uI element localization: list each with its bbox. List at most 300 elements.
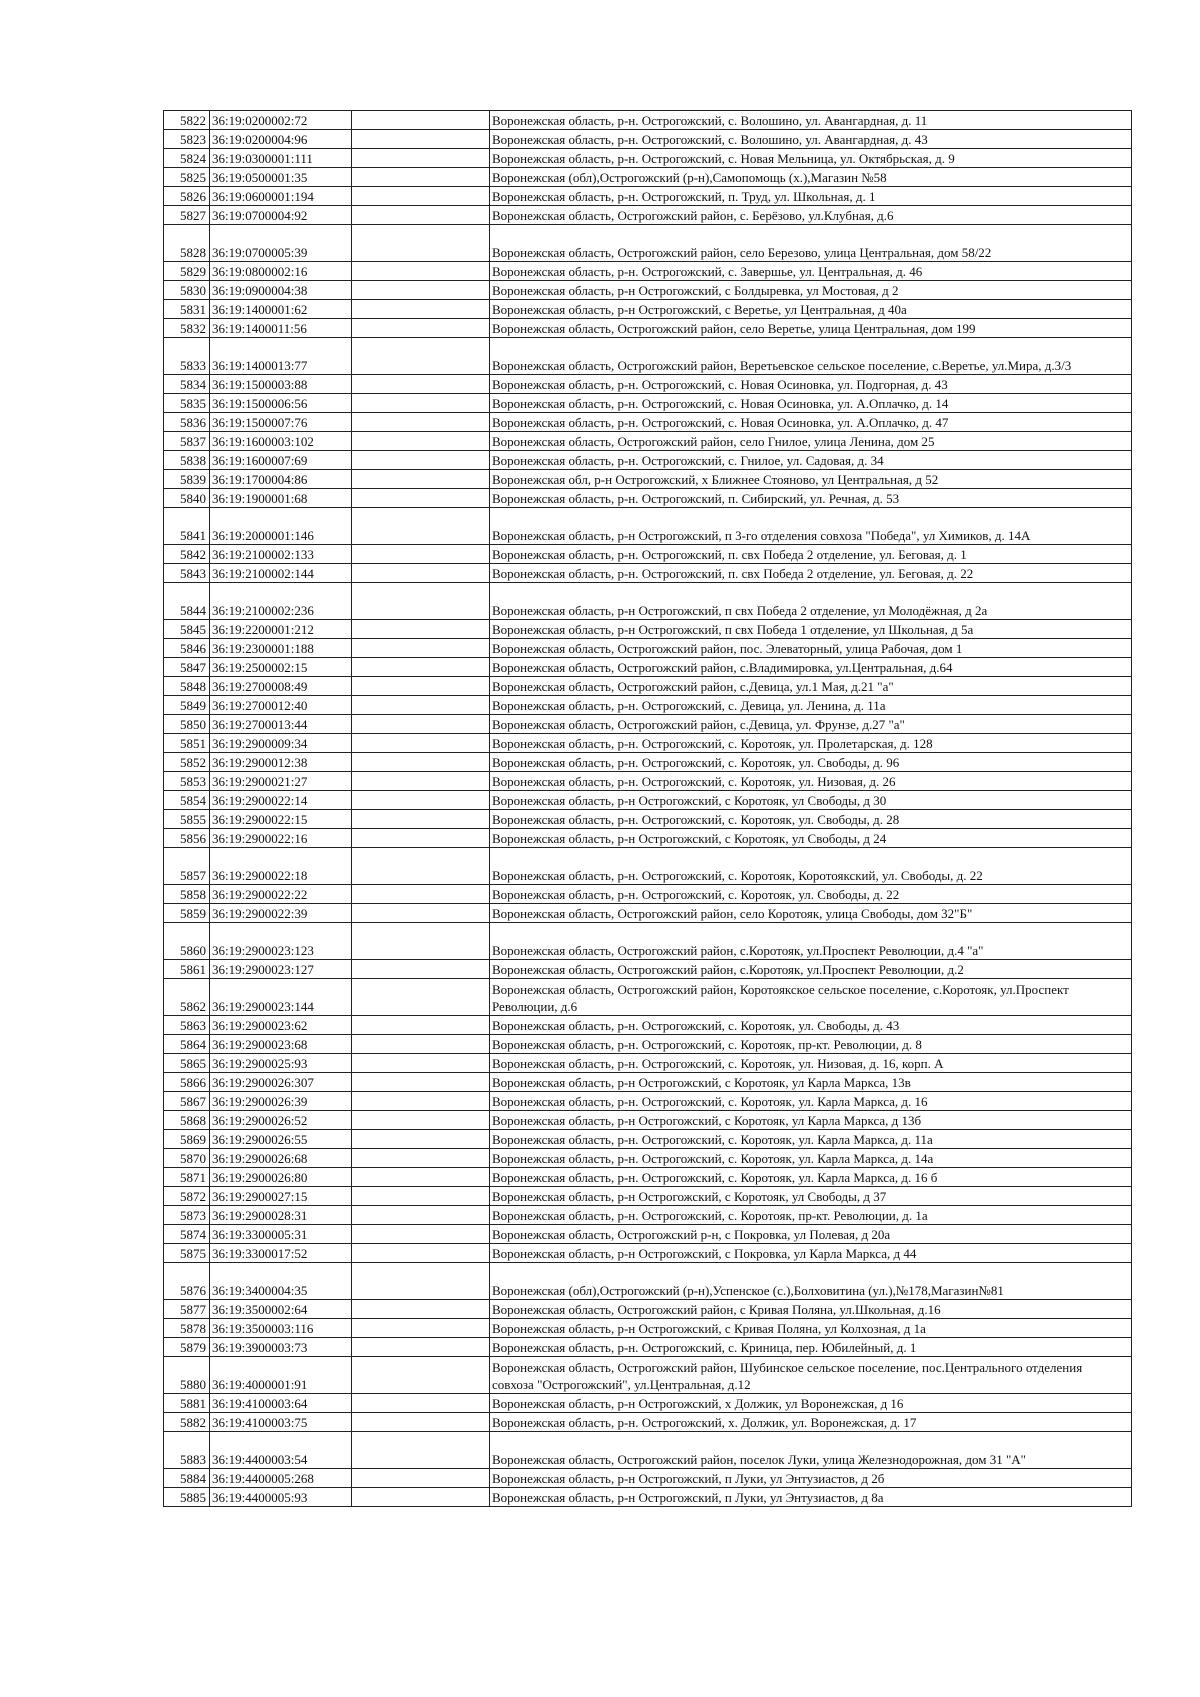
row-number-cell: 5871 (164, 1168, 210, 1187)
table-row (164, 470, 1132, 489)
address-cell: Воронежская область, р-н. Острогожский, с. Коротояк, ул. Свободы, д. 96 (490, 753, 1132, 772)
cadastral-number-cell: 36:19:2900023:127 (210, 960, 352, 979)
address-cell: Воронежская область, р-н. Острогожский, с. Коротояк, ул. Карла Маркса, д. 11а (490, 1130, 1132, 1149)
row-number-cell: 5830 (164, 281, 210, 300)
address-cell: Воронежская (обл),Острогожский (р-н),Успенское (с.),Болховитина (ул.),№178,Магазин№81 (490, 1263, 1132, 1300)
row-number-cell: 5854 (164, 791, 210, 810)
empty-cell-cell (352, 1225, 490, 1244)
empty-cell-cell (352, 413, 490, 432)
empty-cell-cell (352, 1319, 490, 1338)
table-row (164, 772, 1132, 791)
table-row (164, 829, 1132, 848)
address-cell: Воронежская область, Острогожский р-н, с Покровка, ул Полевая, д 20а (490, 1225, 1132, 1244)
table-row (164, 281, 1132, 300)
cadastral-number-cell: 36:19:3900003:73 (210, 1338, 352, 1357)
row-number-cell: 5844 (164, 583, 210, 620)
address-cell: Воронежская область, р-н Острогожский, п свх Победа 1 отделение, ул Школьная, д 5а (490, 620, 1132, 639)
address-cell: Воронежская область, р-н Острогожский, п Луки, ул Энтузиастов, д 8а (490, 1488, 1132, 1507)
row-number-cell: 5849 (164, 696, 210, 715)
table-row (164, 904, 1132, 923)
row-number-cell: 5842 (164, 545, 210, 564)
row-number-cell: 5878 (164, 1319, 210, 1338)
row-number-cell: 5840 (164, 489, 210, 508)
cadastral-number-cell: 36:19:2500002:15 (210, 658, 352, 677)
empty-cell-cell (352, 734, 490, 753)
empty-cell-cell (352, 1035, 490, 1054)
cadastral-number-cell: 36:19:2900021:27 (210, 772, 352, 791)
address-cell: Воронежская область, р-н. Острогожский, с. Коротояк, ул. Низовая, д. 26 (490, 772, 1132, 791)
address-cell: Воронежская область, р-н Острогожский, с Коротояк, ул Свободы, д 30 (490, 791, 1132, 810)
cadastral-number-cell: 36:19:3400004:35 (210, 1263, 352, 1300)
address-cell: Воронежская область, р-н. Острогожский, с. Коротояк, ул. Карла Маркса, д. 14а (490, 1149, 1132, 1168)
row-number-cell: 5863 (164, 1016, 210, 1035)
table-row (164, 168, 1132, 187)
table-row (164, 620, 1132, 639)
address-cell: Воронежская область, р-н. Острогожский, с. Коротояк, ул. Свободы, д. 43 (490, 1016, 1132, 1035)
cadastral-number-cell: 36:19:2900022:22 (210, 885, 352, 904)
address-cell: Воронежская область, р-н Острогожский, х Должик, ул Воронежская, д 16 (490, 1394, 1132, 1413)
empty-cell-cell (352, 772, 490, 791)
row-number-cell: 5885 (164, 1488, 210, 1507)
table-row (164, 413, 1132, 432)
empty-cell-cell (352, 508, 490, 545)
cadastral-number-cell: 36:19:2900022:16 (210, 829, 352, 848)
row-number-cell: 5836 (164, 413, 210, 432)
row-number-cell: 5866 (164, 1073, 210, 1092)
row-number-cell: 5829 (164, 262, 210, 281)
empty-cell-cell (352, 885, 490, 904)
cadastral-number-cell: 36:19:2900026:68 (210, 1149, 352, 1168)
address-cell: Воронежская область, Острогожский район, поселок Луки, улица Железнодорожная, дом 31 "А" (490, 1432, 1132, 1469)
empty-cell-cell (352, 1432, 490, 1469)
cadastral-number-cell: 36:19:2900012:38 (210, 753, 352, 772)
cadastral-number-cell: 36:19:2900023:144 (210, 979, 352, 1016)
table-row (164, 338, 1132, 375)
address-cell: Воронежская область, р-н. Острогожский, с. Коротояк, пр-кт. Революции, д. 1а (490, 1206, 1132, 1225)
empty-cell-cell (352, 696, 490, 715)
empty-cell-cell (352, 451, 490, 470)
empty-cell-cell (352, 658, 490, 677)
cadastral-number-cell: 36:19:0700005:39 (210, 225, 352, 262)
empty-cell-cell (352, 130, 490, 149)
address-cell: Воронежская область, р-н Острогожский, с Коротояк, ул Свободы, д 24 (490, 829, 1132, 848)
table-row (164, 187, 1132, 206)
row-number-cell: 5833 (164, 338, 210, 375)
address-cell: Воронежская область, р-н. Острогожский, с. Коротояк, ул. Свободы, д. 28 (490, 810, 1132, 829)
row-number-cell: 5876 (164, 1263, 210, 1300)
empty-cell-cell (352, 923, 490, 960)
row-number-cell: 5831 (164, 300, 210, 319)
address-cell: Воронежская область, Острогожский район, с Кривая Поляна, ул.Школьная, д.16 (490, 1300, 1132, 1319)
table-row (164, 489, 1132, 508)
table-row (164, 1225, 1132, 1244)
table-row (164, 149, 1132, 168)
cadastral-number-cell: 36:19:1900001:68 (210, 489, 352, 508)
address-cell: Воронежская область, р-н. Острогожский, с. Новая Осиновка, ул. А.Оплачко, д. 14 (490, 394, 1132, 413)
address-cell: Воронежская область, р-н Острогожский, с Коротояк, ул Свободы, д 37 (490, 1187, 1132, 1206)
cadastral-number-cell: 36:19:2100002:133 (210, 545, 352, 564)
address-cell: Воронежская область, р-н Острогожский, п Луки, ул Энтузиастов, д 2б (490, 1469, 1132, 1488)
cadastral-number-cell: 36:19:1600007:69 (210, 451, 352, 470)
address-cell: Воронежская область, р-н. Острогожский, с. Новая Мельница, ул. Октябрьская, д. 9 (490, 149, 1132, 168)
cadastral-number-cell: 36:19:4400005:268 (210, 1469, 352, 1488)
table-row (164, 1263, 1132, 1300)
cadastral-number-cell: 36:19:2900026:307 (210, 1073, 352, 1092)
empty-cell-cell (352, 960, 490, 979)
table-row (164, 960, 1132, 979)
row-number-cell: 5870 (164, 1149, 210, 1168)
row-number-cell: 5838 (164, 451, 210, 470)
empty-cell-cell (352, 470, 490, 489)
cadastral-number-cell: 36:19:3300005:31 (210, 1225, 352, 1244)
cadastral-number-cell: 36:19:0800002:16 (210, 262, 352, 281)
table-row (164, 1488, 1132, 1507)
row-number-cell: 5827 (164, 206, 210, 225)
empty-cell-cell (352, 319, 490, 338)
address-cell: Воронежская область, Острогожский район, с.Девица, ул. Фрунзе, д.27 "а" (490, 715, 1132, 734)
empty-cell-cell (352, 1469, 490, 1488)
row-number-cell: 5826 (164, 187, 210, 206)
table-row (164, 1054, 1132, 1073)
cadastral-number-cell: 36:19:2900026:80 (210, 1168, 352, 1187)
address-cell: Воронежская область, р-н Острогожский, с Болдыревка, ул Мостовая, д 2 (490, 281, 1132, 300)
cadastral-number-cell: 36:19:4100003:64 (210, 1394, 352, 1413)
row-number-cell: 5855 (164, 810, 210, 829)
address-cell: Воронежская область, Острогожский район, пос. Элеваторный, улица Рабочая, дом 1 (490, 639, 1132, 658)
table-row (164, 1016, 1132, 1035)
cadastral-number-cell: 36:19:2700013:44 (210, 715, 352, 734)
table-row (164, 432, 1132, 451)
cadastral-number-cell: 36:19:1400001:62 (210, 300, 352, 319)
address-cell: Воронежская область, Острогожский район, село Веретье, улица Центральная, дом 199 (490, 319, 1132, 338)
empty-cell-cell (352, 583, 490, 620)
cadastral-number-cell: 36:19:2900009:34 (210, 734, 352, 753)
row-number-cell: 5824 (164, 149, 210, 168)
address-cell: Воронежская область, р-н Острогожский, с Покровка, ул Карла Маркса, д 44 (490, 1244, 1132, 1263)
empty-cell-cell (352, 432, 490, 451)
address-cell: Воронежская область, р-н. Острогожский, п. Сибирский, ул. Речная, д. 53 (490, 489, 1132, 508)
address-cell: Воронежская область, р-н. Острогожский, с. Гнилое, ул. Садовая, д. 34 (490, 451, 1132, 470)
address-cell: Воронежская область, р-н. Острогожский, п. Труд, ул. Школьная, д. 1 (490, 187, 1132, 206)
empty-cell-cell (352, 829, 490, 848)
row-number-cell: 5882 (164, 1413, 210, 1432)
table-row (164, 979, 1132, 1016)
table-row (164, 753, 1132, 772)
table-row (164, 111, 1132, 130)
empty-cell-cell (352, 810, 490, 829)
address-cell: Воронежская область, р-н. Острогожский, с. Завершье, ул. Центральная, д. 46 (490, 262, 1132, 281)
address-cell: Воронежская область, р-н. Острогожский, с. Коротояк, Коротоякский, ул. Свободы, д. 22 (490, 848, 1132, 885)
empty-cell-cell (352, 848, 490, 885)
empty-cell-cell (352, 791, 490, 810)
table-row (164, 451, 1132, 470)
row-number-cell: 5883 (164, 1432, 210, 1469)
empty-cell-cell (352, 1130, 490, 1149)
row-number-cell: 5879 (164, 1338, 210, 1357)
cadastral-number-cell: 36:19:2900023:68 (210, 1035, 352, 1054)
cadastral-number-cell: 36:19:1400011:56 (210, 319, 352, 338)
address-cell: Воронежская область, р-н Острогожский, с Коротояк, ул Карла Маркса, 13в (490, 1073, 1132, 1092)
table-row (164, 262, 1132, 281)
row-number-cell: 5834 (164, 375, 210, 394)
cadastral-number-cell: 36:19:2700008:49 (210, 677, 352, 696)
cadastral-number-cell: 36:19:3500002:64 (210, 1300, 352, 1319)
row-number-cell: 5847 (164, 658, 210, 677)
table-row (164, 1338, 1132, 1357)
cadastral-number-cell: 36:19:2000001:146 (210, 508, 352, 545)
table-row (164, 1394, 1132, 1413)
address-cell: Воронежская обл, р-н Острогожский, х Ближнее Стояново, ул Центральная, д 52 (490, 470, 1132, 489)
empty-cell-cell (352, 1092, 490, 1111)
row-number-cell: 5846 (164, 639, 210, 658)
empty-cell-cell (352, 639, 490, 658)
table-row (164, 206, 1132, 225)
table-row (164, 1130, 1132, 1149)
empty-cell-cell (352, 187, 490, 206)
table-row (164, 1319, 1132, 1338)
address-cell: Воронежская область, Острогожский район, с. Берёзово, ул.Клубная, д.6 (490, 206, 1132, 225)
address-cell: Воронежская область, Острогожский район, Веретьевское сельское поселение, с.Веретье, ул.Мира, д.3/3 (490, 338, 1132, 375)
table-row (164, 1432, 1132, 1469)
cadastral-number-cell: 36:19:1500006:56 (210, 394, 352, 413)
table-row (164, 1469, 1132, 1488)
table-row (164, 885, 1132, 904)
empty-cell-cell (352, 904, 490, 923)
cadastral-number-cell: 36:19:4400005:93 (210, 1488, 352, 1507)
address-cell: Воронежская область, р-н Острогожский, п свх Победа 2 отделение, ул Молодёжная, д 2а (490, 583, 1132, 620)
row-number-cell: 5862 (164, 979, 210, 1016)
address-cell: Воронежская область, р-н. Острогожский, х. Должик, ул. Воронежская, д. 17 (490, 1413, 1132, 1432)
row-number-cell: 5852 (164, 753, 210, 772)
row-number-cell: 5850 (164, 715, 210, 734)
empty-cell-cell (352, 1413, 490, 1432)
table-row (164, 1244, 1132, 1263)
cadastral-number-cell: 36:19:4400003:54 (210, 1432, 352, 1469)
cadastral-number-cell: 36:19:2100002:236 (210, 583, 352, 620)
address-cell: Воронежская область, р-н Острогожский, с Коротояк, ул Карла Маркса, д 13б (490, 1111, 1132, 1130)
empty-cell-cell (352, 1168, 490, 1187)
row-number-cell: 5825 (164, 168, 210, 187)
table-row (164, 225, 1132, 262)
empty-cell-cell (352, 979, 490, 1016)
empty-cell-cell (352, 1073, 490, 1092)
table-row (164, 319, 1132, 338)
cadastral-number-cell: 36:19:2900022:18 (210, 848, 352, 885)
empty-cell-cell (352, 225, 490, 262)
cadastral-number-cell: 36:19:4100003:75 (210, 1413, 352, 1432)
row-number-cell: 5884 (164, 1469, 210, 1488)
empty-cell-cell (352, 753, 490, 772)
row-number-cell: 5859 (164, 904, 210, 923)
cadastral-number-cell: 36:19:2900022:15 (210, 810, 352, 829)
address-cell: Воронежская область, р-н. Острогожский, с. Криница, пер. Юбилейный, д. 1 (490, 1338, 1132, 1357)
address-cell: Воронежская область, р-н Острогожский, п 3-го отделения совхоза "Победа", ул Химиков, д. 14А (490, 508, 1132, 545)
row-number-cell: 5881 (164, 1394, 210, 1413)
table-row (164, 1149, 1132, 1168)
row-number-cell: 5823 (164, 130, 210, 149)
table-row (164, 677, 1132, 696)
row-number-cell: 5845 (164, 620, 210, 639)
row-number-cell: 5853 (164, 772, 210, 791)
table-row (164, 658, 1132, 677)
address-cell: Воронежская область, р-н. Острогожский, п. свх Победа 2 отделение, ул. Беговая, д. 1 (490, 545, 1132, 564)
row-number-cell: 5873 (164, 1206, 210, 1225)
cadastral-number-cell: 36:19:1600003:102 (210, 432, 352, 451)
cadastral-number-cell: 36:19:0200002:72 (210, 111, 352, 130)
registry-body (164, 111, 1132, 1507)
address-cell: Воронежская область, р-н. Острогожский, с. Коротояк, пр-кт. Революции, д. 8 (490, 1035, 1132, 1054)
table-row (164, 1073, 1132, 1092)
table-row (164, 394, 1132, 413)
table-row (164, 810, 1132, 829)
table-row (164, 696, 1132, 715)
table-row (164, 130, 1132, 149)
cadastral-number-cell: 36:19:0500001:35 (210, 168, 352, 187)
table-row (164, 1413, 1132, 1432)
cadastral-number-cell: 36:19:0200004:96 (210, 130, 352, 149)
table-row (164, 1111, 1132, 1130)
address-cell: Воронежская область, р-н. Острогожский, с. Волошино, ул. Авангардная, д. 11 (490, 111, 1132, 130)
table-row (164, 1035, 1132, 1054)
empty-cell-cell (352, 715, 490, 734)
row-number-cell: 5858 (164, 885, 210, 904)
address-cell: Воронежская область, р-н. Острогожский, с. Коротояк, ул. Карла Маркса, д. 16 (490, 1092, 1132, 1111)
cadastral-number-cell: 36:19:1400013:77 (210, 338, 352, 375)
address-cell: Воронежская область, Острогожский район, с.Владимировка, ул.Центральная, д.64 (490, 658, 1132, 677)
row-number-cell: 5856 (164, 829, 210, 848)
cadastral-number-cell: 36:19:0300001:111 (210, 149, 352, 168)
table-row (164, 1092, 1132, 1111)
row-number-cell: 5851 (164, 734, 210, 753)
empty-cell-cell (352, 262, 490, 281)
address-cell: Воронежская область, Острогожский район, с.Коротояк, ул.Проспект Революции, д.4 "а" (490, 923, 1132, 960)
row-number-cell: 5835 (164, 394, 210, 413)
empty-cell-cell (352, 149, 490, 168)
address-cell: Воронежская область, Острогожский район, с.Коротояк, ул.Проспект Революции, д.2 (490, 960, 1132, 979)
cadastral-number-cell: 36:19:2900026:55 (210, 1130, 352, 1149)
table-row (164, 508, 1132, 545)
empty-cell-cell (352, 1206, 490, 1225)
row-number-cell: 5877 (164, 1300, 210, 1319)
table-row (164, 791, 1132, 810)
cadastral-number-cell: 36:19:2900022:14 (210, 791, 352, 810)
empty-cell-cell (352, 564, 490, 583)
row-number-cell: 5857 (164, 848, 210, 885)
cadastral-number-cell: 36:19:2900027:15 (210, 1187, 352, 1206)
row-number-cell: 5839 (164, 470, 210, 489)
cadastral-number-cell: 36:19:2300001:188 (210, 639, 352, 658)
cadastral-number-cell: 36:19:3500003:116 (210, 1319, 352, 1338)
address-cell: Воронежская область, Острогожский район, село Коротояк, улица Свободы, дом 32"Б" (490, 904, 1132, 923)
empty-cell-cell (352, 1488, 490, 1507)
row-number-cell: 5837 (164, 432, 210, 451)
cadastral-number-cell: 36:19:2900026:39 (210, 1092, 352, 1111)
empty-cell-cell (352, 1338, 490, 1357)
cadastral-number-cell: 36:19:2700012:40 (210, 696, 352, 715)
table-row (164, 583, 1132, 620)
empty-cell-cell (352, 1111, 490, 1130)
address-cell: Воронежская область, р-н. Острогожский, с. Новая Осиновка, ул. А.Оплачко, д. 47 (490, 413, 1132, 432)
cadastral-number-cell: 36:19:1500003:88 (210, 375, 352, 394)
row-number-cell: 5869 (164, 1130, 210, 1149)
address-cell: Воронежская область, Острогожский район, Шубинское сельское поселение, пос.Центрального отделения совхоза "Острогожский", ул.Центральная, д.12 (490, 1357, 1132, 1394)
cadastral-number-cell: 36:19:2900023:123 (210, 923, 352, 960)
table-row (164, 734, 1132, 753)
empty-cell-cell (352, 1394, 490, 1413)
table-row (164, 564, 1132, 583)
row-number-cell: 5868 (164, 1111, 210, 1130)
empty-cell-cell (352, 677, 490, 696)
table-row (164, 1187, 1132, 1206)
row-number-cell: 5875 (164, 1244, 210, 1263)
empty-cell-cell (352, 489, 490, 508)
empty-cell-cell (352, 1263, 490, 1300)
row-number-cell: 5843 (164, 564, 210, 583)
cadastral-number-cell: 36:19:2900023:62 (210, 1016, 352, 1035)
address-cell: Воронежская область, р-н. Острогожский, с. Девица, ул. Ленина, д. 11а (490, 696, 1132, 715)
cadastral-number-cell: 36:19:2900028:31 (210, 1206, 352, 1225)
address-cell: Воронежская область, Острогожский район, село Гнилое, улица Ленина, дом 25 (490, 432, 1132, 451)
table-row (164, 848, 1132, 885)
row-number-cell: 5860 (164, 923, 210, 960)
empty-cell-cell (352, 168, 490, 187)
cadastral-number-cell: 36:19:2900025:93 (210, 1054, 352, 1073)
row-number-cell: 5848 (164, 677, 210, 696)
address-cell: Воронежская область, р-н. Острогожский, п. свх Победа 2 отделение, ул. Беговая, д. 22 (490, 564, 1132, 583)
address-cell: Воронежская область, р-н. Острогожский, с. Коротояк, ул. Свободы, д. 22 (490, 885, 1132, 904)
address-cell: Воронежская область, р-н Острогожский, с Веретье, ул Центральная, д 40а (490, 300, 1132, 319)
empty-cell-cell (352, 338, 490, 375)
empty-cell-cell (352, 1149, 490, 1168)
cadastral-number-cell: 36:19:2200001:212 (210, 620, 352, 639)
empty-cell-cell (352, 1244, 490, 1263)
address-cell: Воронежская область, р-н. Острогожский, с. Коротояк, ул. Пролетарская, д. 128 (490, 734, 1132, 753)
row-number-cell: 5861 (164, 960, 210, 979)
empty-cell-cell (352, 1016, 490, 1035)
row-number-cell: 5867 (164, 1092, 210, 1111)
address-cell: Воронежская область, р-н. Острогожский, с. Коротояк, ул. Низовая, д. 16, корп. А (490, 1054, 1132, 1073)
empty-cell-cell (352, 1054, 490, 1073)
empty-cell-cell (352, 375, 490, 394)
table-row (164, 639, 1132, 658)
cadastral-number-cell: 36:19:1700004:86 (210, 470, 352, 489)
table-row (164, 1168, 1132, 1187)
row-number-cell: 5841 (164, 508, 210, 545)
row-number-cell: 5832 (164, 319, 210, 338)
empty-cell-cell (352, 281, 490, 300)
empty-cell-cell (352, 1187, 490, 1206)
empty-cell-cell (352, 394, 490, 413)
cadastral-number-cell: 36:19:0700004:92 (210, 206, 352, 225)
address-cell: Воронежская область, р-н. Острогожский, с. Коротояк, ул. Карла Маркса, д. 16 б (490, 1168, 1132, 1187)
cadastral-number-cell: 36:19:0900004:38 (210, 281, 352, 300)
table-row (164, 1357, 1132, 1394)
cadastral-number-cell: 36:19:0600001:194 (210, 187, 352, 206)
address-cell: Воронежская область, Острогожский район, село Березово, улица Центральная, дом 58/22 (490, 225, 1132, 262)
row-number-cell: 5822 (164, 111, 210, 130)
address-cell: Воронежская область, р-н. Острогожский, с. Новая Осиновка, ул. Подгорная, д. 43 (490, 375, 1132, 394)
row-number-cell: 5865 (164, 1054, 210, 1073)
address-cell: Воронежская (обл),Острогожский (р-н),Самопомощь (х.),Магазин №58 (490, 168, 1132, 187)
empty-cell-cell (352, 1357, 490, 1394)
address-cell: Воронежская область, Острогожский район, Коротоякское сельское поселение, с.Коротояк, ул.Проспект Революции, д.6 (490, 979, 1132, 1016)
empty-cell-cell (352, 206, 490, 225)
address-cell: Воронежская область, р-н Острогожский, с Кривая Поляна, ул Колхозная, д 1а (490, 1319, 1132, 1338)
empty-cell-cell (352, 545, 490, 564)
cadastral-number-cell: 36:19:1500007:76 (210, 413, 352, 432)
table-row (164, 1206, 1132, 1225)
cadastral-number-cell: 36:19:4000001:91 (210, 1357, 352, 1394)
